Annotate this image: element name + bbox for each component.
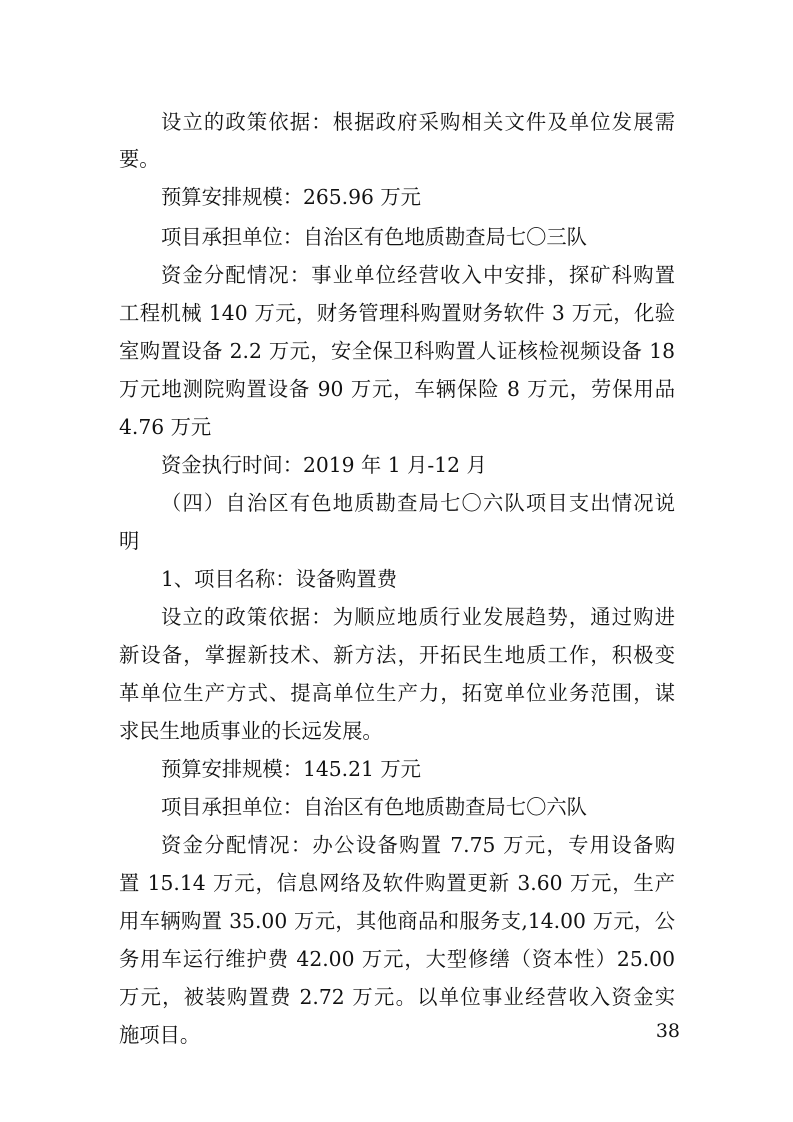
page-number: 38	[655, 1020, 680, 1042]
text-line: 万元地测院购置设备 90 万元，车辆保险 8 万元，劳保用品	[119, 377, 675, 401]
text-line: 预算安排规模：145.21 万元	[161, 757, 421, 781]
text-line: 施项目。	[119, 1023, 201, 1047]
text-line: 设立的政策依据：根据政府采购相关文件及单位发展需	[161, 110, 675, 134]
text-line: 资金分配情况：办公设备购置 7.75 万元，专用设备购	[161, 833, 675, 857]
text-line: 革单位生产方式、提高单位生产力，拓宽单位业务范围，谋	[119, 681, 675, 705]
text-line: 资金执行时间：2019 年 1 月-12 月	[161, 453, 487, 477]
text-line: 项目承担单位：自治区有色地质勘查局七〇三队	[161, 225, 587, 249]
text-line: 工程机械 140 万元，财务管理科购置财务软件 3 万元，化验	[119, 301, 675, 325]
text-line: 万元，被装购置费 2.72 万元。以单位事业经营收入资金实	[119, 985, 675, 1009]
text-line: 设立的政策依据：为顺应地质行业发展趋势，通过购进	[161, 605, 675, 629]
text-line: 用车辆购置 35.00 万元，其他商品和服务支,14.00 万元，公	[119, 909, 675, 933]
text-line: 资金分配情况：事业单位经营收入中安排，探矿科购置	[161, 263, 675, 287]
text-line: 务用车运行维护费 42.00 万元，大型修缮（资本性）25.00	[119, 947, 675, 971]
section-heading: 明	[119, 529, 140, 553]
text-line: 要。	[119, 147, 160, 171]
text-line: 新设备，掌握新技术、新方法，开拓民生地质工作，积极变	[119, 643, 675, 667]
text-line: 求民生地质事业的长远发展。	[119, 719, 383, 743]
text-line: 4.76 万元	[119, 415, 212, 439]
text-line: 室购置设备 2.2 万元，安全保卫科购置人证核检视频设备 18	[119, 339, 675, 363]
text-line: 预算安排规模：265.96 万元	[161, 185, 421, 209]
text-line: 项目承担单位：自治区有色地质勘查局七〇六队	[161, 795, 587, 819]
section-heading: （四）自治区有色地质勘查局七〇六队项目支出情况说	[161, 491, 675, 515]
item-heading: 1、项目名称：设备购置费	[161, 567, 397, 591]
text-line: 置 15.14 万元，信息网络及软件购置更新 3.60 万元，生产	[119, 871, 675, 895]
